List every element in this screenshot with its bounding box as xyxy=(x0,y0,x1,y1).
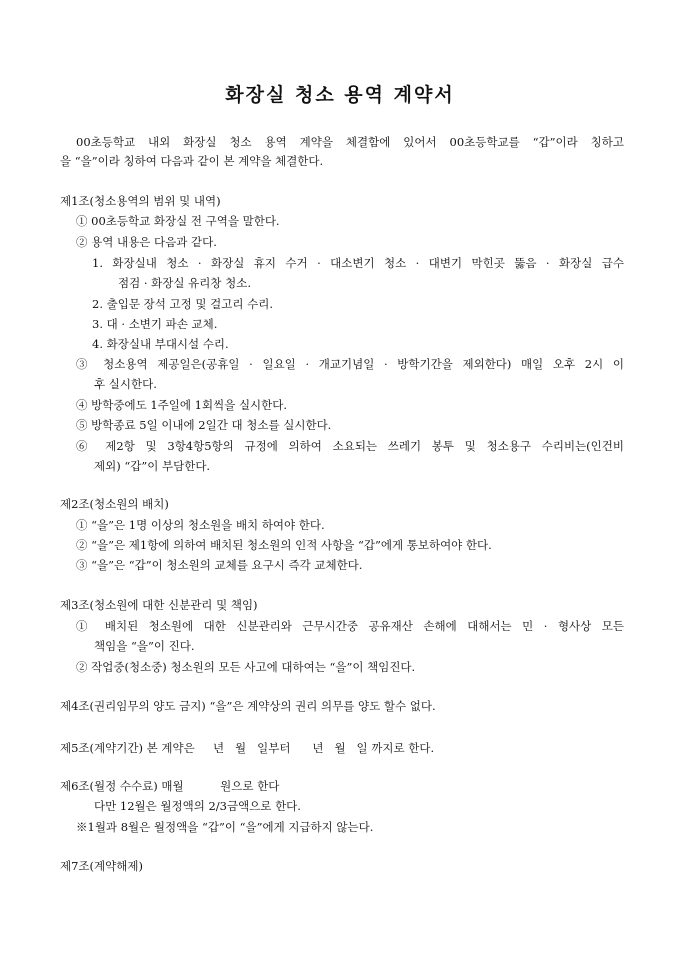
article-3-heading: 제3조(청소원에 대한 신분관리 및 책임) xyxy=(60,598,258,612)
article-1-subitem-1-line-1: 1. 화장실내 청소 · 화장실 휴지 수거 · 대소변기 청소 · 대변기 막힌곳 뚫음 · 화장실 급수 xyxy=(92,256,624,270)
document-title: 화장실 청소 용역 계약서 xyxy=(225,84,455,106)
article-2-heading: 제2조(청소원의 배치) xyxy=(60,497,169,511)
article-1-item-4: ④ 방학중에도 1주일에 1회씩을 실시한다. xyxy=(76,398,288,412)
article-1-item-3-line-2: 후 실시한다. xyxy=(94,377,157,391)
article-1-item-5: ⑤ 방학종료 5일 이내에 2일간 대 청소를 실시한다. xyxy=(76,418,332,432)
article-3-item-2: ② 작업중(청소중) 청소원의 모든 사고에 대하여는 “을”이 책임진다. xyxy=(76,660,416,674)
article-3-item-1-line-1: ① 배치된 청소원에 대한 신분관리와 근무시간중 공유재산 손해에 대해서는 민 · 형사상 모든 xyxy=(76,619,624,633)
article-1-item-6-line-2: 제외) “갑”이 부담한다. xyxy=(94,459,211,473)
intro-line-1: 00초등학교 내외 화장실 청소 용역 계약을 체결함에 있어서 00초등학교를 “갑”이라 칭하고 xyxy=(76,135,624,149)
article-7-heading: 제7조(계약해제) xyxy=(60,859,143,873)
intro-line-2: 을 “을”이라 칭하여 다음과 같이 본 계약을 체결한다. xyxy=(60,154,324,168)
article-1-subitem-3: 3. 대 · 소변기 파손 교체. xyxy=(92,317,218,331)
article-2-item-3: ③ “을”은 “갑”이 청소원의 교체를 요구시 즉각 교체한다. xyxy=(76,558,363,572)
article-2-item-2: ② “을”은 제1항에 의하여 배치된 청소원의 인적 사항을 “갑”에게 통보하여야 한다. xyxy=(76,538,492,552)
article-6-line-2: ※1월과 8월은 월정액을 “갑”이 “을”에게 지급하지 않는다. xyxy=(76,820,374,834)
article-3-item-1-line-2: 책임을 “을”이 진다. xyxy=(94,639,195,653)
article-1-item-2: ② 용역 내용은 다음과 같다. xyxy=(76,235,217,249)
article-2-item-1: ① “을”은 1명 이상의 청소원을 배치 하여야 한다. xyxy=(76,518,325,532)
article-1-subitem-4: 4. 화장실내 부대시설 수리. xyxy=(92,337,229,351)
article-1-item-3-line-1: ③ 청소용역 제공일은(공휴일 · 일요일 · 개교기념일 · 방학기간을 제외한다) 매일 오후 2시 이 xyxy=(76,357,624,371)
article-6-line-1: 다만 12월은 월정액의 2/3금액으로 한다. xyxy=(94,799,301,813)
article-5-text: 제5조(계약기간) 본 계약은 년 월 일부터 년 월 일 까지로 한다. xyxy=(60,741,435,755)
article-1-heading: 제1조(청소용역의 범위 및 내역) xyxy=(60,194,221,208)
article-1-item-6-line-1: ⑥ 제2항 및 3항4항5항의 규정에 의하여 소요되는 쓰레기 봉투 및 청소용구 수리비는(인건비 xyxy=(76,439,624,453)
article-4-text: 제4조(권리임무의 양도 금지) “을”은 계약상의 권리 의무를 양도 할수 없다. xyxy=(60,699,436,713)
article-6-heading: 제6조(월정 수수료) 매월 원으로 한다 xyxy=(60,779,280,793)
article-1-subitem-1-line-2: 점검 · 화장실 유리창 청소. xyxy=(118,276,252,290)
article-1-item-1: ① 00초등학교 화장실 전 구역을 말한다. xyxy=(76,214,280,228)
article-1-subitem-2: 2. 출입문 장석 고정 및 걸고리 수리. xyxy=(92,297,273,311)
